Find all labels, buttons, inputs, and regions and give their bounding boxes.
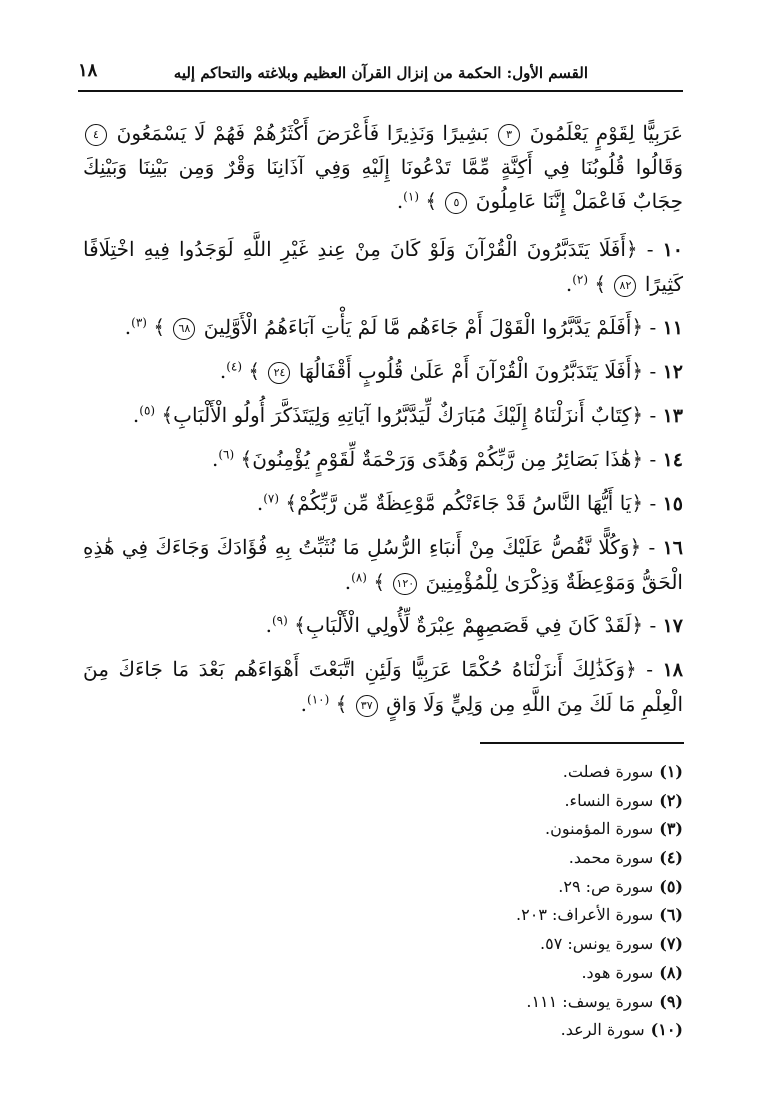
item-number: ١٠ bbox=[662, 239, 683, 261]
verse-text: . bbox=[219, 359, 227, 383]
footnote-number: (٦) bbox=[659, 905, 683, 925]
verse-item: ١٠ - ﴿أَفَلَا يَتَدَبَّرُونَ الْقُرْآنَ وَلَوْ كَانَ مِنْ عِندِ غَيْرِ اللَّهِ لَوَجَدُوا فِيهِ اخْتِلَافًا كَثِيرًا ٨٢ ﴾ $^{(٢)}$. bbox=[83, 237, 683, 296]
verse-text: ﴿لَقَدْ كَانَ فِي قَصَصِهِمْ عِبْرَةٌ لِّأُولِي الْأَلْبَابِ﴾ bbox=[294, 613, 644, 637]
footnote-ref: (٢) bbox=[572, 272, 589, 287]
footnote-number: (١) bbox=[659, 762, 683, 781]
verse-text: ﴿أَفَلَا يَتَدَبَّرُونَ الْقُرْآنَ وَلَوْ كَانَ مِنْ عِندِ غَيْرِ اللَّهِ لَوَجَدُوا فِيهِ اخْتِلَافًا كَثِيرًا bbox=[83, 237, 683, 296]
footnote-entry bbox=[283, 959, 683, 988]
footnote-entry bbox=[283, 873, 683, 902]
footnote-number: (٨) bbox=[659, 962, 683, 982]
verse-text: . bbox=[396, 189, 404, 213]
verse-text: . bbox=[132, 403, 140, 427]
verse-text: ﴾ bbox=[594, 272, 607, 296]
ayah-number-mark: ٢٤ bbox=[268, 362, 290, 384]
footnote-entry bbox=[283, 758, 683, 787]
item-number: ١٤ bbox=[662, 449, 683, 471]
footnote-text: سورة يونس: ٥٧. bbox=[540, 934, 654, 954]
verse-item bbox=[83, 116, 683, 218]
footnote-text: سورة الرعد. bbox=[560, 1020, 645, 1040]
footnote-text: سورة هود. bbox=[581, 962, 654, 982]
verse-text: . bbox=[124, 315, 132, 339]
ayah-number-mark: ١٢٠ bbox=[393, 573, 417, 595]
verse-text: . bbox=[300, 692, 307, 716]
verse-text: . bbox=[344, 570, 352, 594]
footnote-number: (٥) bbox=[659, 876, 683, 896]
ayah-number-mark: ٨٢ bbox=[614, 275, 636, 297]
footnote-entry bbox=[283, 988, 683, 1017]
footnote-ref: (١) bbox=[403, 189, 419, 204]
verse-text: ﴿هَٰذَا بَصَائِرُ مِن رَّبِّكُمْ وَهُدًى وَرَحْمَةٌ لِّقَوْمٍ يُؤْمِنُونَ﴾ bbox=[240, 447, 644, 471]
ayah-number-mark: ٣ bbox=[498, 124, 520, 146]
verse-item: ١٤ - ﴿هَٰذَا بَصَائِرُ مِن رَّبِّكُمْ وَهُدًى وَرَحْمَةٌ لِّقَوْمٍ يُؤْمِنُونَ﴾ $^{(٦)}$. bbox=[211, 447, 683, 471]
verse-item: ١٧ - ﴿لَقَدْ كَانَ فِي قَصَصِهِمْ عِبْرَةٌ لِّأُولِي الْأَلْبَابِ﴾ $^{(٩)}$. bbox=[265, 613, 683, 637]
footnotes bbox=[283, 758, 683, 1045]
footnote-text: سورة النساء. bbox=[564, 790, 654, 810]
verse-item: ١١ - ﴿أَفَلَمْ يَدَّبَّرُوا الْقَوْلَ أَمْ جَاءَهُم مَّا لَمْ يَأْتِ آبَاءَهُمُ الْأَوَّلِينَ ٦٨ ﴾ $^{(٣)}$. bbox=[124, 315, 683, 339]
footnote-number: (٤) bbox=[659, 848, 683, 868]
verse-text: ﴾ bbox=[373, 570, 386, 594]
verse-text: عَرَبِيًّا لِقَوْمٍ يَعْلَمُونَ bbox=[529, 121, 684, 145]
footnote-ref: (٩) bbox=[271, 613, 288, 628]
footnote-entry bbox=[283, 901, 683, 930]
footnote-text: سورة الأعراف: ٢٠٣. bbox=[516, 905, 654, 925]
item-number: ١٥ bbox=[662, 493, 683, 515]
footnote-ref: (١٠) bbox=[307, 692, 330, 707]
verse-text: ﴿أَفَلَا يَتَدَبَّرُونَ الْقُرْآنَ أَمْ عَلَىٰ قُلُوبٍ أَقْفَالُهَا bbox=[298, 359, 644, 383]
verse-item: ١٣ - ﴿كِتَابٌ أَنزَلْنَاهُ إِلَيْكَ مُبَارَكٌ لِّيَدَّبَّرُوا آيَاتِهِ وَلِيَتَذَكَّرَ أُولُو الْأَلْبَابِ﴾ $^{(٥)}$. bbox=[132, 403, 683, 427]
ayah-number-mark: ٤ bbox=[85, 124, 107, 146]
footnote-number: (٧) bbox=[659, 934, 683, 954]
footnote-number: (٢) bbox=[659, 790, 683, 810]
ayah-number-mark: ٥ bbox=[445, 192, 467, 214]
verse-text: وَقَالُوا قُلُوبُنَا فِي أَكِنَّةٍ مِّمَّا تَدْعُونَا إِلَيْهِ وَفِي آذَانِنَا وَقْرٌ وَمِن بَيْنِنَا وَبَيْنِكَ حِجَابٌ فَاعْمَلْ إِنَّنَا عَامِلُونَ bbox=[83, 155, 683, 213]
verse-text: ﴿يَا أَيُّهَا النَّاسُ قَدْ جَاءَتْكُم مَّوْعِظَةٌ مِّن رَّبِّكُمْ﴾ bbox=[285, 491, 644, 515]
header-rule bbox=[78, 90, 683, 92]
footnote-ref: (٤) bbox=[226, 359, 243, 374]
footnote-ref: (٧) bbox=[263, 491, 280, 506]
footnote-text: سورة يوسف: ١١١. bbox=[526, 991, 654, 1011]
ayah-number-mark: ٣٧ bbox=[356, 695, 378, 717]
main-text bbox=[83, 116, 683, 730]
verse-text: بَشِيرًا وَنَذِيرًا فَأَعْرَضَ أَكْثَرُهُمْ فَهُمْ لَا يَسْمَعُونَ bbox=[116, 121, 489, 145]
footnote-entry bbox=[283, 930, 683, 959]
verse-item: ١٥ - ﴿يَا أَيُّهَا النَّاسُ قَدْ جَاءَتْكُم مَّوْعِظَةٌ مِّن رَّبِّكُمْ﴾ $^{(٧)}$. bbox=[256, 491, 683, 515]
verse-text: . bbox=[265, 613, 272, 637]
header-title: القسم الأول: الحكمة من إنزال القرآن العظيم وبلاغته والتحاكم إليه bbox=[173, 64, 588, 82]
verse-item: ١٦ - ﴿وَكُلًّا نَّقُصُّ عَلَيْكَ مِنْ أَنبَاءِ الرُّسُلِ مَا نُثَبِّتُ بِهِ فُؤَادَكَ وَجَاءَكَ فِي هَٰذِهِ الْحَقُّ وَمَوْعِظَةٌ وَذِكْرَىٰ لِلْمُؤْمِنِينَ ١٢٠ ﴾ $^{(٨)}$. bbox=[83, 535, 683, 594]
running-header bbox=[78, 54, 683, 92]
footnote-separator bbox=[480, 742, 684, 744]
footnote-text: سورة محمد. bbox=[568, 848, 654, 868]
footnote-text: سورة ص: ٢٩. bbox=[558, 876, 654, 896]
item-number: ١٨ bbox=[662, 659, 683, 681]
footnote-number: (٣) bbox=[659, 819, 683, 839]
verse-text: ﴾ bbox=[248, 359, 261, 383]
footnote-entry bbox=[283, 1016, 683, 1045]
verse-text: . bbox=[256, 491, 264, 515]
footnote-number: (٩) bbox=[659, 991, 683, 1011]
item-number: ١٦ bbox=[662, 537, 683, 559]
verse-text: ﴿وَكَذَٰلِكَ أَنزَلْنَاهُ حُكْمًا عَرَبِيًّا وَلَئِنِ اتَّبَعْتَ أَهْوَاءَهُم بَعْدَ مَا جَاءَكَ مِنَ الْعِلْمِ مَا لَكَ مِنَ اللَّهِ مِن وَلِيٍّ وَلَا وَاقٍ bbox=[83, 657, 683, 716]
footnote-ref: (٣) bbox=[131, 315, 147, 330]
verse-item: ١٨ - ﴿وَكَذَٰلِكَ أَنزَلْنَاهُ حُكْمًا عَرَبِيًّا وَلَئِنِ اتَّبَعْتَ أَهْوَاءَهُم بَعْدَ مَا جَاءَكَ مِنَ الْعِلْمِ مَا لَكَ مِنَ اللَّهِ مِن وَلِيٍّ وَلَا وَاقٍ ٣٧ ﴾ $^{(١٠)}$. bbox=[83, 657, 683, 716]
verse-text: ﴾ bbox=[425, 189, 438, 213]
ayah-number-mark: ٦٨ bbox=[173, 318, 195, 340]
footnote-ref: (٨) bbox=[351, 570, 367, 585]
item-number: ١٧ bbox=[662, 615, 683, 637]
footnote-ref: (٥) bbox=[139, 403, 156, 418]
footnote-number: (١٠) bbox=[650, 1020, 683, 1040]
page-number: ١٨ bbox=[78, 60, 98, 81]
verse-text: . bbox=[565, 272, 573, 296]
footnote-entry bbox=[283, 815, 683, 844]
verse-text: . bbox=[211, 447, 219, 471]
footnote-entry bbox=[283, 844, 683, 873]
item-number: ١١ bbox=[662, 317, 683, 339]
footnote-text: سورة فصلت. bbox=[562, 762, 654, 781]
verse-text: ﴾ bbox=[335, 692, 348, 716]
item-number: ١٢ bbox=[662, 361, 683, 383]
verse-text: ﴿وَكُلًّا نَّقُصُّ عَلَيْكَ مِنْ أَنبَاءِ الرُّسُلِ مَا نُثَبِّتُ بِهِ فُؤَادَكَ وَجَاءَكَ فِي هَٰذِهِ الْحَقُّ وَمَوْعِظَةٌ وَذِكْرَىٰ لِلْمُؤْمِنِينَ bbox=[83, 535, 683, 594]
verse-item: ١٢ - ﴿أَفَلَا يَتَدَبَّرُونَ الْقُرْآنَ أَمْ عَلَىٰ قُلُوبٍ أَقْفَالُهَا ٢٤ ﴾ $^{(٤)}$. bbox=[219, 359, 683, 383]
footnote-text: سورة المؤمنون. bbox=[545, 819, 654, 839]
footnote-entry bbox=[283, 787, 683, 816]
verse-text: ﴿كِتَابٌ أَنزَلْنَاهُ إِلَيْكَ مُبَارَكٌ لِّيَدَّبَّرُوا آيَاتِهِ وَلِيَتَذَكَّرَ أُولُو الْأَلْبَابِ﴾ bbox=[161, 403, 644, 427]
item-number: ١٣ bbox=[662, 405, 683, 427]
footnote-ref: (٦) bbox=[218, 447, 235, 462]
verse-text: ﴿أَفَلَمْ يَدَّبَّرُوا الْقَوْلَ أَمْ جَاءَهُم مَّا لَمْ يَأْتِ آبَاءَهُمُ الْأَوَّلِينَ bbox=[203, 315, 644, 339]
verse-text: ﴾ bbox=[153, 315, 166, 339]
